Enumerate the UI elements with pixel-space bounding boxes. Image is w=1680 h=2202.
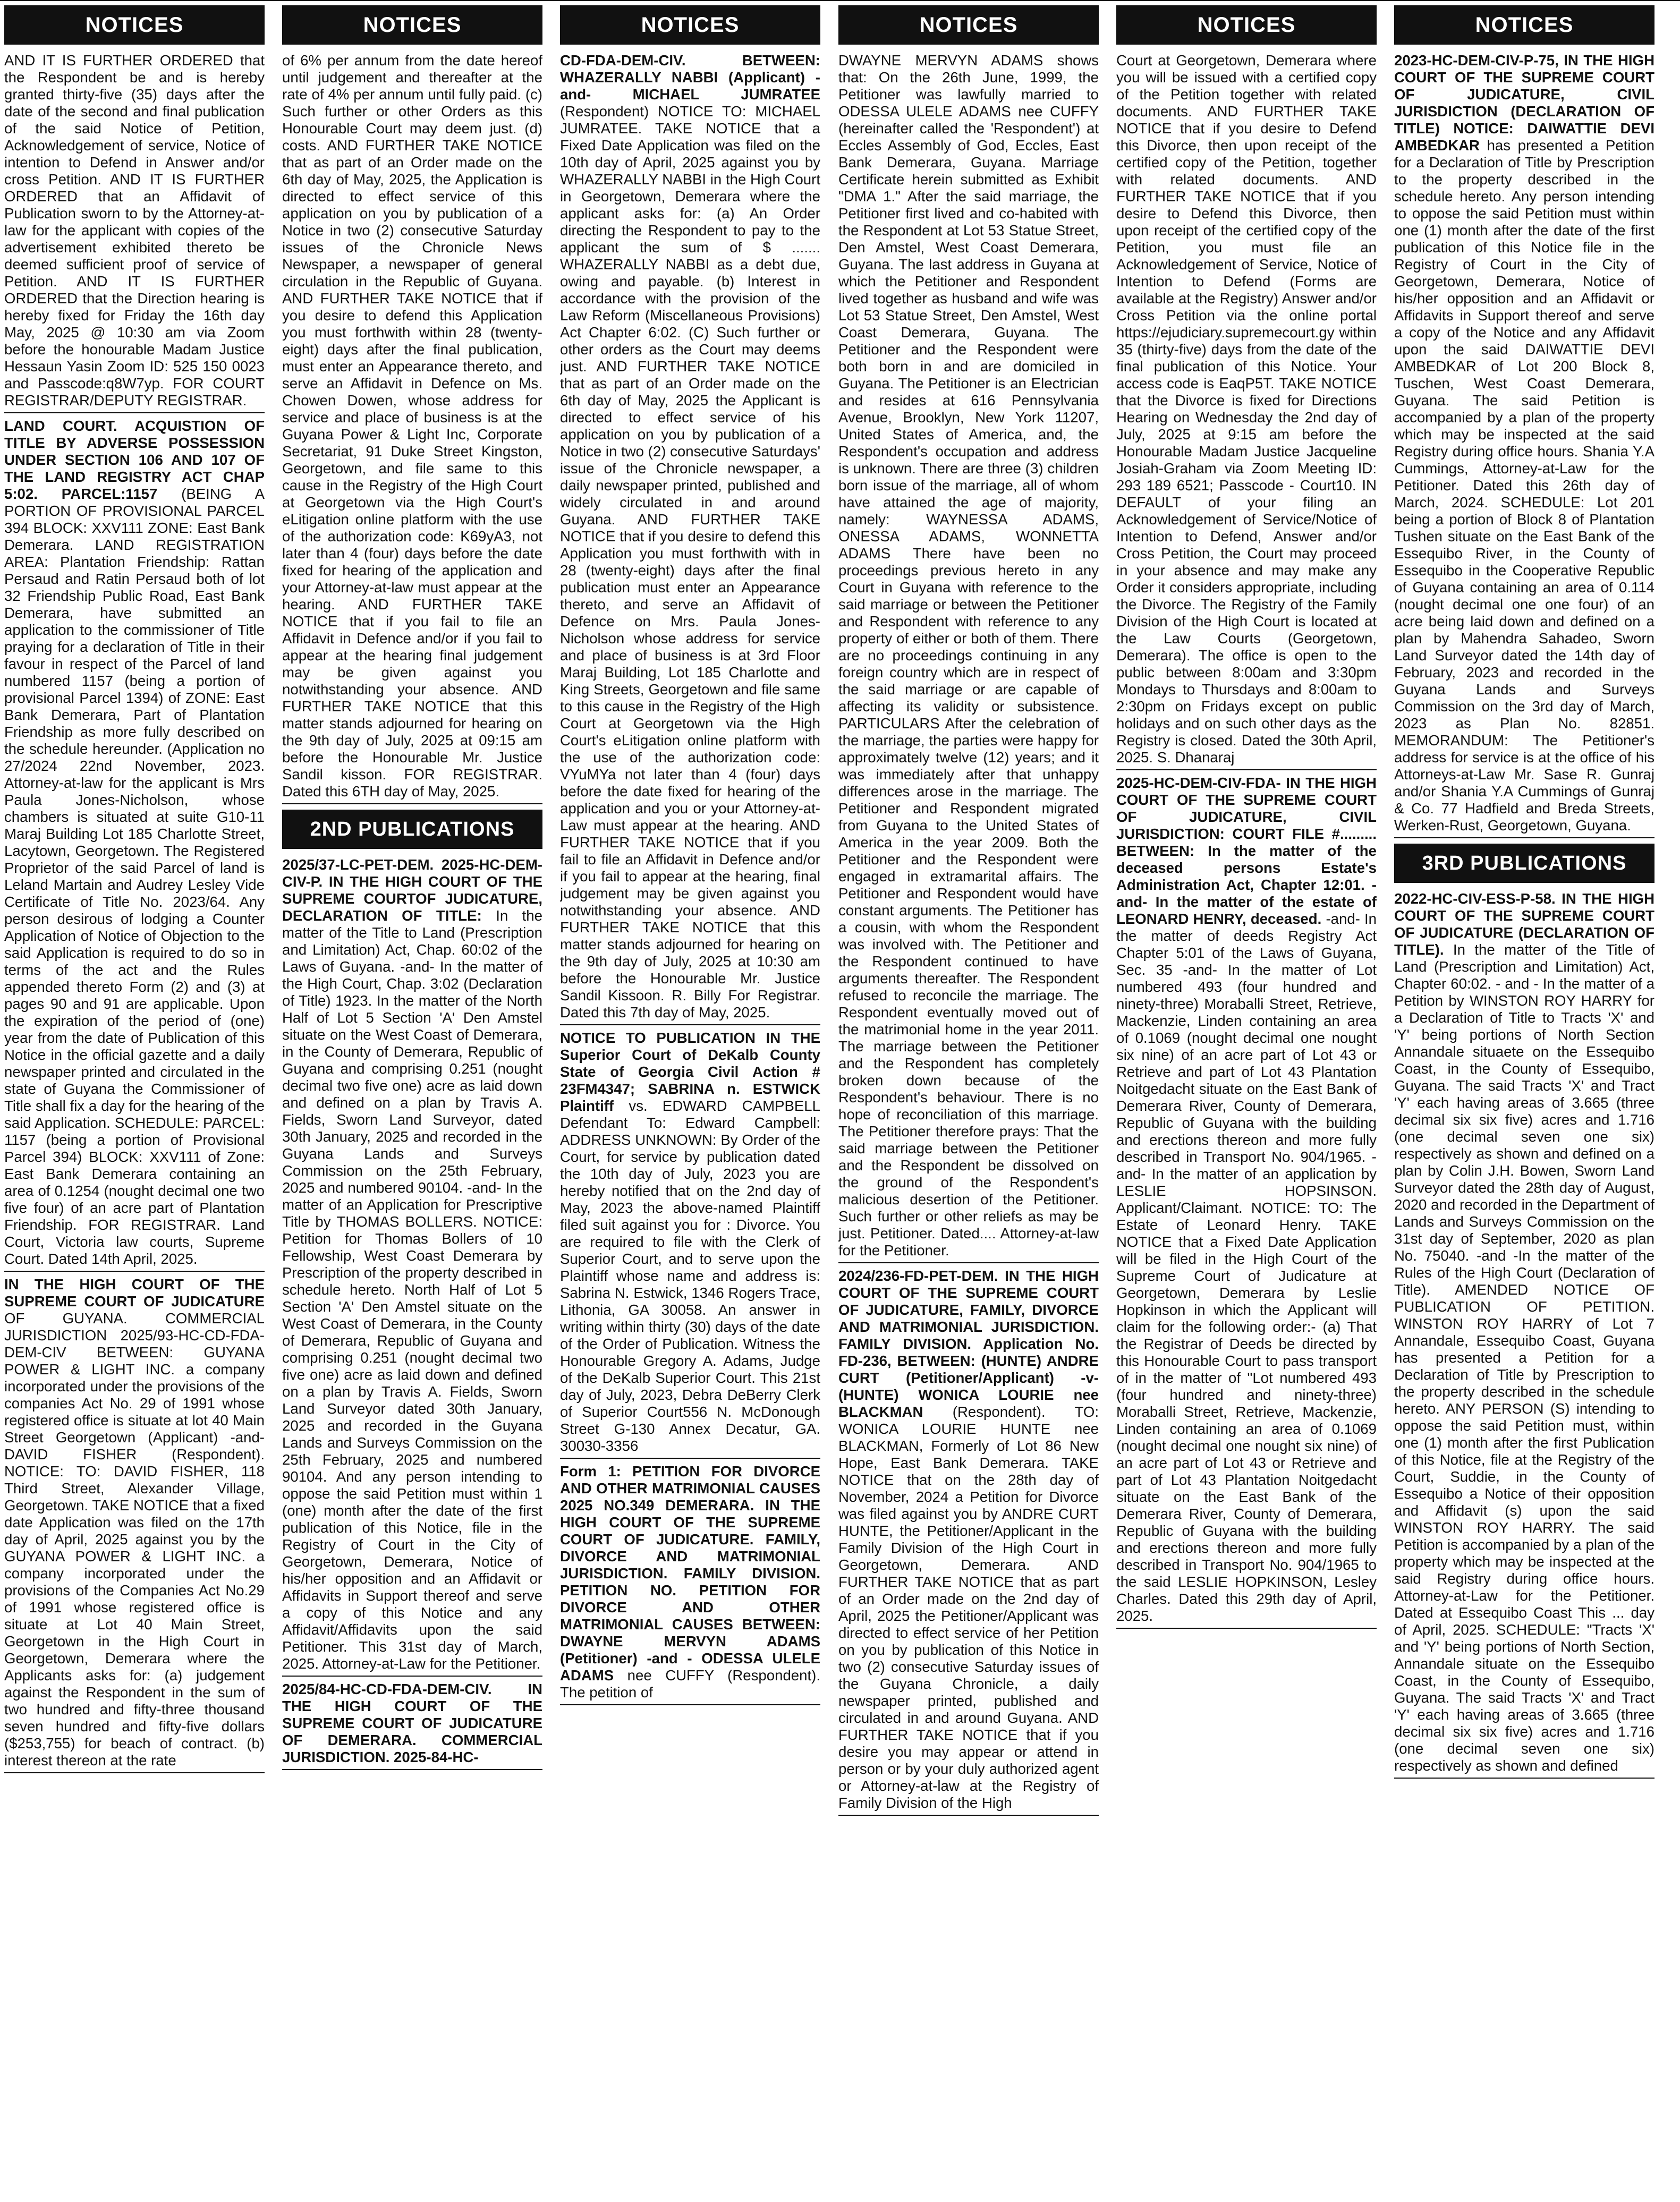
notice-column-2 — [282, 0, 542, 2202]
legal-notice — [1116, 52, 1377, 770]
notice-body: of 6% per annum from the date hereof until judgement and thereafter at the rate of 4% per annum until fully paid. (c) Such further or other Orders as this Honourable Court may deem just. (d) costs. AND FURTHER TAKE NOTICE that as part of an Order made on the 6th day of May, 2025, the Application is directed to effect service of this application on you by publication of a Notice in two (2) consecutive Saturday issues of the Chronicle News Newspaper, a newspaper of general circulation in the Republic of Guyana. AND FURTHER TAKE NOTICE that if you desire to defend this Application you must forthwith within 28 (twenty-eight) days after the final publication, must enter an Appearance thereto, and serve an Affidavit in Defence on Ms. Chowen Dowen, whose address for service and place of business is at the Guyana Power & Light Inc, Corporate Secretariat, 91 Duke Street Kingston, Georgetown, and file same to this cause in the Registry of the High Court at Georgetown via the High Court's eLitigation online platform with the use of the authorization code: K69yA3, not later than 4 (four) days before the date fixed for hearing of the application and your Attorney-at-law must appear at the hearing. AND FURTHER TAKE NOTICE that if you fail to file an Affidavit in Defence and/or if you fail to appear at the hearing final judgement may be given against you notwithstanding your absence. AND FURTHER TAKE NOTICE that this matter stands adjourned for hearing on the 9th day of July, 2025 at 09:15 am before the Honourable Mr. Justice Sandil kisson. FOR REGISTRAR. Dated this 6TH day of May, 2025. — [282, 52, 542, 800]
notice-body: AND IT IS FURTHER ORDERED that the Respondent be and is hereby granted thirty-five (35) days after the date of the second and final publication of the said Notice of Petition, Acknowledgement of service, Notice of intention to Defend in Answer and/or cross Petition. AND IT IS FURTHER ORDERED that an Affidavit of Publication sworn to by the Attorney-at-law for the applicant with copies of the advertisement exhibited thereto be deemed sufficient proof of service of Petition. AND IT IS FURTHER ORDERED that the Direction hearing is hereby fixed for Friday the 16th day May, 2025 @ 10:30 am via Zoom before the honourable Madam Justice Hessaun Yasin Zoom ID: 525 150 0023 and Passcode:q8W7yp. FOR COURT REGISTRAR/DEPUTY REGISTRAR. — [4, 52, 265, 409]
notice-heading: Form 1: PETITION FOR DIVORCE AND OTHER MATRIMONIAL CAUSES 2025 NO.349 DEMERARA. IN THE HIGH COURT OF THE SUPREME COURT OF JUDICATURE. FAMILY, DIVORCE AND MATRIMONIAL JURISDICTION. FAMILY DIVISION. PETITION NO. PETITION FOR DIVORCE AND OTHER MATRIMONIAL CAUSES BETWEEN: DWAYNE MERVYN ADAMS (Petitioner) -and - ODESSA ULELE ADAMS — [560, 1463, 820, 1684]
notice-body: has presented a Petition for a Declaration of Title by Prescription to the property described in the schedule hereto. Any person intending to oppose the said Petition must within one (1) month after the date of the first publication of this Notice file in the Registry of Court in the City of Georgetown, Demerara, Notice of his/her opposition and an Affidavit or Affidavits in Support thereof and serve a copy of the Notice and any Affidavit upon the said DAIWATTIE DEVI AMBEDKAR of Lot 200 Block 8, Tuschen, West Coast Demerara, Guyana. The said Petition is accompanied by a plan of the property which may be inspected at the said Registry during office hours. Shania Y.A Cummings, Attorney-at-Law for the Petitioner. Dated this 26th day of March, 2024. SCHEDULE: Lot 201 being a portion of Block 8 of Plantation Tushen situate on the East Bank of the Essequibo River, in the County of Essequibo in the Cooperative Republic of Guyana containing an area of 0.114 (nought decimal one one four) of an acre being laid down and defined on a plan by Mahendra Sahadeo, Sworn Land Surveyor dated the 14th day of February, 2023 and recorded in the Guyana Lands and Surveys Commission on the 3rd day of March, 2023 as Plan No. 82851. MEMORANDUM: The Petitioner's address for service is at the office of his Attorneys-at-Law Mr. Sase R. Gunraj and/or Shania Y.A Cummings of Gunraj & Co. 77 Hadfield and Breda Streets, Werken-Rust, Georgetown, Guyana. — [1394, 137, 1654, 834]
legal-notice — [560, 1030, 820, 1459]
section-banner: 3RD PUBLICATIONS — [1394, 844, 1654, 883]
section-banner: NOTICES — [838, 5, 1099, 45]
legal-notice — [4, 1276, 265, 1773]
notice-heading: 2023-HC-DEM-CIV-P-75, IN THE HIGH COURT OF THE SUPREME COURT OF JUDICATURE, CIVIL JURISDICTION (DECLARATION OF TITLE) NOTICE: DAIWATTIE DEVI AMBEDKAR — [1394, 52, 1654, 154]
legal-notice — [282, 52, 542, 804]
notice-heading: 2024/236-FD-PET-DEM. IN THE HIGH COURT OF THE SUPREME COURT OF JUDICATURE, FAMILY, DIVORCE AND MATRIMONIAL JURISDICTION. FAMILY DIVISION. Application No. FD-236, BETWEEN: (HUNTE) ANDRE CURT (Petitioner/Applicant) -v- (HUNTE) WONICA LOURIE nee BLACKMAN — [838, 1268, 1099, 1420]
notice-heading: IN THE HIGH COURT OF THE SUPREME COURT OF JUDICATURE — [4, 1276, 265, 1310]
notice-heading: LAND COURT. ACQUISTION OF TITLE BY ADVERSE POSSESSION UNDER SECTION 106 AND 107 OF THE LAND REGISTRY ACT CHAP 5:02. PARCEL:1157 — [4, 418, 265, 502]
legal-notice — [282, 856, 542, 1677]
notice-column-5 — [1116, 0, 1377, 2202]
notice-heading: NOTICE TO PUBLICATION IN THE Superior Court of DeKalb County State of Georgia Civil Action # 23FM4347; SABRINA n. ESTWICK Plaintiff — [560, 1030, 820, 1114]
notice-body: OF GUYANA. COMMERCIAL JURISDICTION 2025/93-HC-CD-FDA-DEM-CIV BETWEEN: GUYANA POWER & LIGHT INC. a company incorporated under the provisions of the companies Act No. 29 of 1991 whose registered office is situate at lot 40 Main Street Georgetown (Applicant) -and- DAVID FISHER (Respondent). NOTICE: TO: DAVID FISHER, 118 Third Street, Alexander Village, Georgetown. TAKE NOTICE that a fixed date Application was filed on the 17th day of April, 2025 against you by the GUYANA POWER & LIGHT INC. a company incorporated under the provisions of the Companies Act No.29 of 1991 whose registered office is situate at Lot 40 Main Street, Georgetown in the High Court in Georgetown, Demerara where the Applicants asks for: (a) judgement against the Respondent in the sum of two hundred and fifty-three thousand seven hundred and fifty-five dollars ($253,755) for beach of contract. (b) interest thereon at the rate — [4, 1310, 265, 1769]
notice-heading: 2025/37-LC-PET-DEM. 2025-HC-DEM-CIV-P. IN THE HIGH COURT OF THE SUPREME COURTOF JUDICATURE, DECLARATION OF TITLE: — [282, 856, 542, 924]
notice-heading: 2022-HC-CIV-ESS-P-58. IN THE HIGH COURT OF THE SUPREME COURT OF JUDICATURE (DECLARATION OF TITLE). — [1394, 890, 1654, 958]
section-banner: NOTICES — [1394, 5, 1654, 45]
legal-notice — [560, 1463, 820, 1705]
section-banner: NOTICES — [1116, 5, 1377, 45]
legal-notice — [1394, 890, 1654, 1779]
notice-heading: CD-FDA-DEM-CIV. BETWEEN: WHAZERALLY NABBI (Applicant) -and- MICHAEL JUMRATEE — [560, 52, 820, 103]
legal-notice — [838, 1268, 1099, 1816]
notice-body: (BEING A PORTION OF PROVISIONAL PARCEL 394 BLOCK: XXV111 ZONE: East Bank Demerara. LAND REGISTRATION AREA: Plantation Friendship: Rattan Persaud and Ratin Persaud both of lot 32 Friendship Public Road, East Bank Demerara, have submitted an application to the commissioner of Title praying for a declaration of Title in their favour in respect of the Parcel of land numbered 1157 (being a portion of provisional Parcel 1394) of ZONE: East Bank Demerara, Part of Plantation Friendship as more fully described on the schedule hereunder. (Application no 27/2024 22nd November, 2023. Attorney-at-law for the applicant is Mrs Paula Jones-Nicholson, whose chambers is situated at suite G10-11 Maraj Building Lot 185 Charlotte Street, Lacytown, Georgetown. The Registered Proprietor of the said Parcel of land is Leland Martain and Audrey Lesley Vide Certificate of Title No. 2023/64. Any person desirous of lodging a Counter Application of Notice of Objection to the said Application is required to do so in terms of the act and the Rules appended thereto Form (2) and (3) at pages 90 and 91 are applicable. Upon the expiration of the period of (one) year from the date of Publication of this Notice in the official gazette and a daily newspaper printed and circulated in the state of Guyana the Commissioner of Title shall fix a day for the hearing of the said Application. SCHEDULE: PARCEL: 1157 (being a portion of Provisional Parcel 394) BLOCK: XXV111 of Zone: East Bank Demerara containing an area of 0.1254 (nought decimal one two five four) of an acre part of Plantation Friendship. FOR REGISTRAR. Land Court, Victoria law courts, Supreme Court. Dated 14th April, 2025. — [4, 486, 265, 1267]
legal-notice — [1394, 52, 1654, 838]
legal-notice — [4, 52, 265, 413]
section-banner: NOTICES — [282, 5, 542, 45]
notice-body: In the matter of the Title to Land (Prescription and Limitation) Act, Chap. 60:02 of the Laws of Guyana. -and- In the matter of the High Court, Chap. 3:02 (Declaration of Title) 1923. In the matter of the North Half of Lot 5 Section 'A' Den Amstel situate on the West Coast of Demerara, in the County of Demerara, Republic of Guyana and comprising 0.251 (nought decimal two five one) acre as laid down and defined on a plan by Travis A. Fields, Sworn Land Surveyor, dated 30th January, 2025 and recorded in the Guyana Lands and Surveys Commission on the 25th February, 2025 and numbered 90104. -and- In the matter of an Application for Prescriptive Title by THOMAS BOLLERS. NOTICE: Petition for Thomas Bollers of 10 Fellowship, West Coast Demerara by Prescription of the property described in schedule hereto. North Half of Lot 5 Section 'A' Den Amstel situate on the West Coast of Demerara, in the County of Demerara, Republic of Guyana and comprising 0.251 (nought decimal two five one) acre as laid down and defined on a plan by Travis A. Fields, Sworn Land Surveyor dated 30th January, 2025 and recorded in the Guyana Lands and Surveys Commission on the 25th February, 2025 and numbered 90104. And any person intending to oppose the said Petition must within 1 (one) month after the date of the first publication of this Notice, file in the Registry of Court in the City of Georgetown, Demerara, Notice of his/her opposition and an Affidavit or Affidavits in Support thereof and serve a copy of this Notice and any Affidavit/Affidavits upon the said Petitioner. This 31st day of March, 2025. Attorney-at-Law for the Petitioner. — [282, 907, 542, 1672]
legal-notice — [282, 1681, 542, 1770]
notice-body: -and- In the matter of deeds Registry Act Chapter 5:01 of the Laws of Guyana, Sec. 35 -and- In the matter of Lot numbered 493 (four hundred and ninety-three) Moraballi Street, Retrieve, Mackenzie, Linden containing an area of 0.1069 (nought decimal one nought six nine) of an acre part of Lot 43 or Retrieve and part of Lot 43 Plantation Noitgedacht situate on the East Bank of Demerara River, County of Demerara, Republic of Guyana with the building and erections thereon and more fully described in Transport No. 904/1965. -and- In the matter of an application by LESLIE HOPSINSON. Applicant/Claimant. NOTICE: TO: The Estate of Leonard Henry. TAKE NOTICE that a Fixed Date Application will be filed in the High Court of the Supreme Court of Judicature at Georgetown, Demerara by Leslie Hopkinson in which the Applicant will claim for the following order:- (a) That the Registrar of Deeds be directed by this Honourable Court to pass transport of in the matter of "Lot numbered 493 (four hundred and ninety-three) Moraballi Street, Retrieve, Mackenzie, Linden containing an area of 0.1069 (nought decimal one nought six nine) of an acre part of Lot 43 or Retrieve and part of Lot 43 Plantation Noitgedacht situate on the East Bank of the Demerara River, County of Demerara, Republic of Guyana with the building and erections thereon and more fully described in Transport No. 904/1965 to the said LESLIE HOPKINSON, Lesley Charles. Dated this 29th day of April, 2025. — [1116, 911, 1377, 1624]
notice-column-3 — [560, 0, 820, 2202]
notice-column-4 — [838, 0, 1099, 2202]
legal-notice — [1116, 775, 1377, 1629]
notice-heading: 2025/84-HC-CD-FDA-DEM-CIV. IN THE HIGH COURT OF THE SUPREME COURT OF JUDICATURE OF DEMERARA. COMMERCIAL JURISDICTION. 2025-84-HC- — [282, 1681, 542, 1765]
section-banner: NOTICES — [560, 5, 820, 45]
notice-body: (Respondent). TO: WONICA LOURIE HUNTE nee BLACKMAN, Formerly of Lot 86 New Hope, East Bank Demerara. TAKE NOTICE that on the 28th day of November, 2024 a Petition for Divorce was filed against you by ANDRE CURT HUNTE, the Petitioner/Applicant in the Family Division of the High Court in Georgetown, Demerara. AND FURTHER TAKE NOTICE that as part of an Order made on the 2nd day of April, 2025 the Petitioner/Applicant was directed to effect service of her Petition on you by publication of this Notice in two (2) consecutive Saturday issues of the Guyana Chronicle, a daily newspaper printed, published and circulated in and around Guyana. AND FURTHER TAKE NOTICE that if you desire you may appear or attend in person or by your duly authorized agent or Attorney-at-law at the Registry of Family Division of the High — [838, 1404, 1099, 1811]
section-banner: 2ND PUBLICATIONS — [282, 810, 542, 849]
legal-notice — [838, 52, 1099, 1263]
legal-notice — [4, 418, 265, 1272]
notice-body: DWAYNE MERVYN ADAMS shows that: On the 26th June, 1999, the Petitioner was lawfully married to ODESSA ULELE ADAMS nee CUFFY (hereinafter called the 'Respondent') at Eccles Assembly of God, Eccles, East Bank Demerara, Guyana. Marriage Certificate herein submitted as Exhibit "DMA 1." After the said marriage, the Petitioner first lived and co-habited with the Respondent at Lot 53 Statue Street, Den Amstel, West Coast Demerara, Guyana. The last address in Guyana at which the Petitioner and Respondent lived together as husband and wife was Lot 53 Statue Street, Den Amstel, West Coast Demerara, Guyana. The Petitioner and the Respondent were both born in and are domiciled in Guyana. The Petitioner is an Electrician and resides at 616 Pennsylvania Avenue, Brooklyn, New York 11207, United States of America, and, the Respondent's occupation and address is unknown. There are three (3) children born issue of the marriage, all of whom have attained the age of majority, namely: WAYNESSA ADAMS, ONESSA ADAMS, WONNETTA ADAMS There have been no proceedings previous hereto in any Court in Guyana with reference to the said marriage or between the Petitioner and Respondent with reference to any property of either or both of them. There are no proceedings continuing in any foreign country which are in respect of the said marriage or are capable of affecting its validity or subsistence. PARTICULARS After the celebration of the marriage, the parties were happy for approximately twelve (12) years; and it was immediately after that unhappy differences arose in the marriage. The Petitioner and Respondent migrated from Guyana to the United States of America in the year 2009. Both the Petitioner and the Respondent were engaged in extramarital affairs. The Petitioner and Respondent would have constant arguments. The Petitioner has a cousin, with whom the Respondent was involved with. The Petitioner and the Respondent continued to have arguments thereafter. The Respondent refused to reconcile the marriage. The Respondent eventually moved out of the matrimonial home in the year 2011. The marriage between the Petitioner and the Respondent has completely broken down because of the Respondent's behaviour. There is no hope of reconciliation of this marriage. The Petitioner therefore prays: That the said marriage between the Petitioner and the Respondent be dissolved on the ground of the Respondent's malicious desertion of the Petitioner. Such further or other reliefs as may be just. Petitioner. Dated.... Attorney-at-law for the Petitioner. — [838, 52, 1099, 1259]
notice-column-1 — [4, 0, 265, 2202]
notice-heading: 2025-HC-DEM-CIV-FDA- IN THE HIGH COURT OF THE SUPREME COURT OF JUDICATURE, CIVIL JURISDICTION: COURT FILE #......... BETWEEN: In the matter of the deceased persons Estate's Administration Act, Chapter 12:01. -and- In the matter of the estate of LEONARD HENRY, deceased. — [1116, 775, 1377, 927]
notice-body: nee CUFFY (Respondent). The petition of — [560, 1667, 820, 1701]
notice-body: In the matter of the Title of Land (Prescription and Limitation) Act, Chapter 60:02. - and - In the matter of a Petition by WINSTON ROY HARRY for a Declaration of Title to Tracts 'X' and 'Y' being portions of North Section Annandale situaete on the Essequibo Coast, in the County of Essequibo, Guyana. The said Tracts 'X' and Tract 'Y' each having areas of 3.665 (three decimal six six five) acres and 1.716 (one decimal seven one six) respectively as shown and defined on a plan by Colin J.H. Bowen, Sworn Land Surveyor dated the 28th day of August, 2020 and recorded in the Department of Lands and Surveys Commission on the 31st day of September, 2020 as plan No. 75040. -and -In the matter of the Rules of the High Court (Declaration of Title). AMENDED NOTICE OF PUBLICATION OF PETITION. WINSTON ROY HARRY of Lot 7 Annandale, Essequibo Coast, Guyana has presented a Petition for a Declaration of Title by Prescription to the property described in the schedule hereto. ANY PERSON (S) intending to oppose the said Petition must, within one (1) month after the first Publication of this Notice, file at the Registry of the Court, Suddie, in the County of Essequibo a Notice of their opposition and Affidavit (s) upon the said WINSTON ROY HARRY. The said Petition is accompanied by a plan of the property which may be inspected at the said Registry during office hours. Attorney-at-Law for the Petitioner. Dated at Essequibo Coast This ... day of April, 2025. SCHEDULE: "Tracts 'X' and 'Y' being portions of North Section, Annandale situate on the Essequibo Coast, in the County of Essequibo, Guyana. The said Tracts 'X' and Tract 'Y' each having areas of 3.665 (three decimal six six five) acres and 1.716 (one decimal seven one six) respectively as shown and defined — [1394, 941, 1654, 1774]
legal-notice — [560, 52, 820, 1025]
notice-body: vs. EDWARD CAMPBELL Defendant To: Edward Campbell: ADDRESS UNKNOWN: By Order of the Court, for service by publication dated the 10th day of July, 2023 you are hereby notified that on the 2nd day of May, 2023 the above-named Plaintiff filed suit against you for : Divorce. You are required to file with the Clerk of Superior Court, and to serve upon the Plaintiff whose name and address is: Sabrina N. Estwick, 1346 Rogers Trace, Lithonia, GA 30058. An answer in writing within thirty (30) days of the date of the Order of Publication. Witness the Honourable Gregory A. Adams, Judge of the DeKalb Superior Court. This 21st day of July, 2023, Debra DeBerry Clerk of Superior Court556 N. McDonough Street G-130 Annex Decatur, GA. 30030-3356 — [560, 1098, 820, 1454]
notice-body: Court at Georgetown, Demerara where you will be issued with a certified copy of the Petition together with related documents. AND FURTHER TAKE NOTICE that if you desire to Defend this Divorce, then upon receipt of the certified copy of the Petition, together with related documents. AND FURTHER TAKE NOTICE that if you desire to Defend this Divorce, then upon receipt of the certified copy of the Petition, you must file an Acknowledgement of Service, Notice of Intention to Defend (Forms are available at the Registry) Answer and/or Cross Petition via the online portal https://ejudiciary.supremecourt.gy within 35 (thirty-five) days from the date of the final publication of this Notice. Your access code is EaqP5T. TAKE NOTICE that the Divorce is fixed for Directions Hearing on Wednesday the 2nd day of July, 2025 at 9:15 am before the Honourable Madam Justice Jacqueline Josiah-Graham via Zoom Meeting ID: 293 189 6521; Passcode - Court10. IN DEFAULT of your filing an Acknowledgement of Service/Notice of Intention to Defend, Answer and/or Cross Petition, the Court may proceed in your absence and may make any Order it considers appropriate, including the Divorce. The Registry of the Family Division of the High Court is located at the Law Courts (Georgetown, Demerara). The office is open to the public between 8:00am and 3:30pm Mondays to Thursdays and 8:00am to 2:30pm on Fridays except on public holidays and on such other days as the Registry is closed. Dated the 30th April, 2025. S. Dhanaraj — [1116, 52, 1377, 766]
notice-column-6 — [1394, 0, 1654, 2202]
section-banner: NOTICES — [4, 5, 265, 45]
notice-body: (Respondent) NOTICE TO: MICHAEL JUMRATEE. TAKE NOTICE that a Fixed Date Application was filed on the 10th day of April, 2025 against you by WHAZERALLY NABBI in the High Court in Georgetown, Demerara where the applicant asks for: (a) An Order directing the Respondent to pay to the applicant the sum of $ ....... WHAZERALLY NABBI as a debt due, owing and payable. (b) Interest in accordance with the provision of the Law Reform (Miscellaneous Provisions) Act Chapter 6:02. (C) Such further or other orders as the Court may deems just. AND FURTHER TAKE NOTICE that as part of an Order made on the 6th day of May, 2025 the Applicant is directed to effect service of his application on you by publication of a Notice in two (2) consecutive Saturdays' issue of the Chronicle newspaper, a daily newspaper printed, published and widely circulated in and around Guyana. AND FURTHER TAKE NOTICE that if you desire to defend this Application you must forthwith with in 28 (twenty-eight) days after the final publication must enter an Appearance thereto, and serve an Affidavit of Defence on Mrs. Paula Jones-Nicholson whose address for service and place of business is at 3rd Floor Maraj Building, Lot 185 Charlotte and King Streets, Georgetown and file same to this cause in the Registry of the High Court at Georgetown via the High Court's eLitigation online platform with the use of the authorization code: VYuMYa not later than 4 (four) days before the date fixed for hearing of the application and you or your Attorney-at-Law must appear at the hearing. AND FURTHER TAKE NOTICE that if you fail to file an Affidavit in Defence and/or if you fail to appear at the hearing, final judgement may be given against you notwithstanding your absence. AND FURTHER TAKE NOTICE that this matter stands adjourned for hearing on the 9th day of July, 2025 at 10:30 am before the Honourable Mr. Justice Sandil Kissoon. R. Billy For Registrar. Dated this 7th day of May, 2025. — [560, 103, 820, 1021]
